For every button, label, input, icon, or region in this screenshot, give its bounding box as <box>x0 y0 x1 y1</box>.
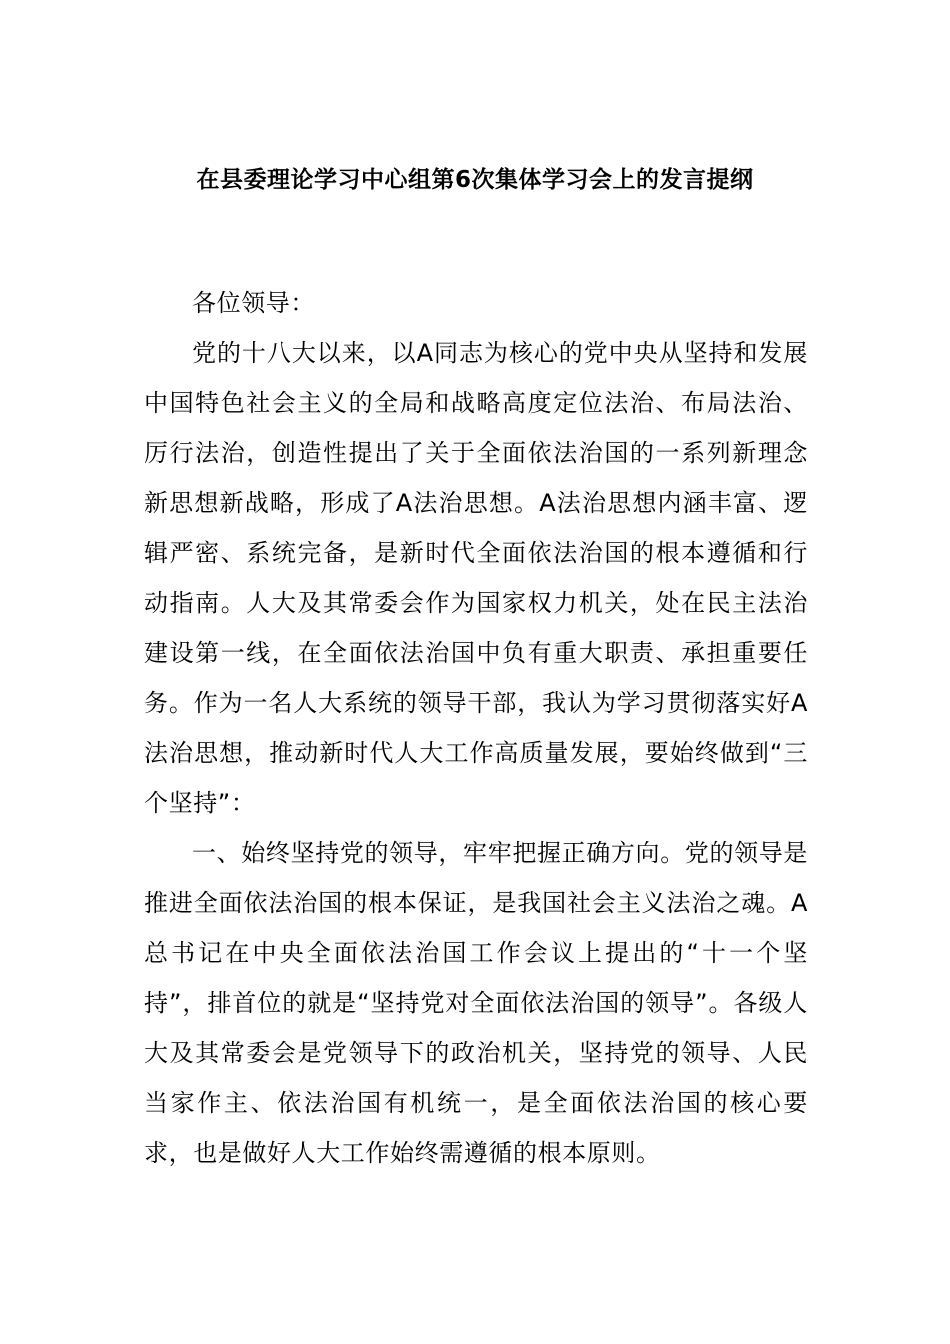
document-title: 在县委理论学习中心组第6次集体学习会上的发言提纲 <box>196 167 754 193</box>
paragraph: 党的十八大以来，以A同志为核心的党中央从坚持和发展中国特色社会主义的全局和战略高度定位法治、布局法治、厉行法治，创造性提出了关于全面依法治国的一系列新理念新思想新战略，形成了A法治思想。A法治思想内涵丰富、逻辑严密、系统完备，是新时代全面依法治国的根本遵循和行动指南。人大及其常委会作为国家权力机关，处在民主法治建设第一线，在全面依法治国中负有重大职责、承担重要任务。作为一名人大系统的领导干部，我认为学习贯彻落实好A法治思想，推动新时代人大工作高质量发展，要始终做到“三个坚持”： <box>144 339 808 817</box>
paragraph: 一、始终坚持党的领导，牢牢把握正确方向。党的领导是推进全面依法治国的根本保证，是我国社会主义法治之魂。A总书记在中央全面依法治国工作会议上提出的“十一个坚持”，排首位的就是“坚持党对全面依法治国的领导”。各级人大及其常委会是党领导下的政治机关，坚持党的领导、人民当家作主、依法治国有机统一，是全面依法治国的核心要求，也是做好人大工作始终需遵循的根本原则。 <box>144 839 808 1167</box>
salutation: 各位领导： <box>192 289 315 317</box>
document-body <box>144 278 808 1178</box>
